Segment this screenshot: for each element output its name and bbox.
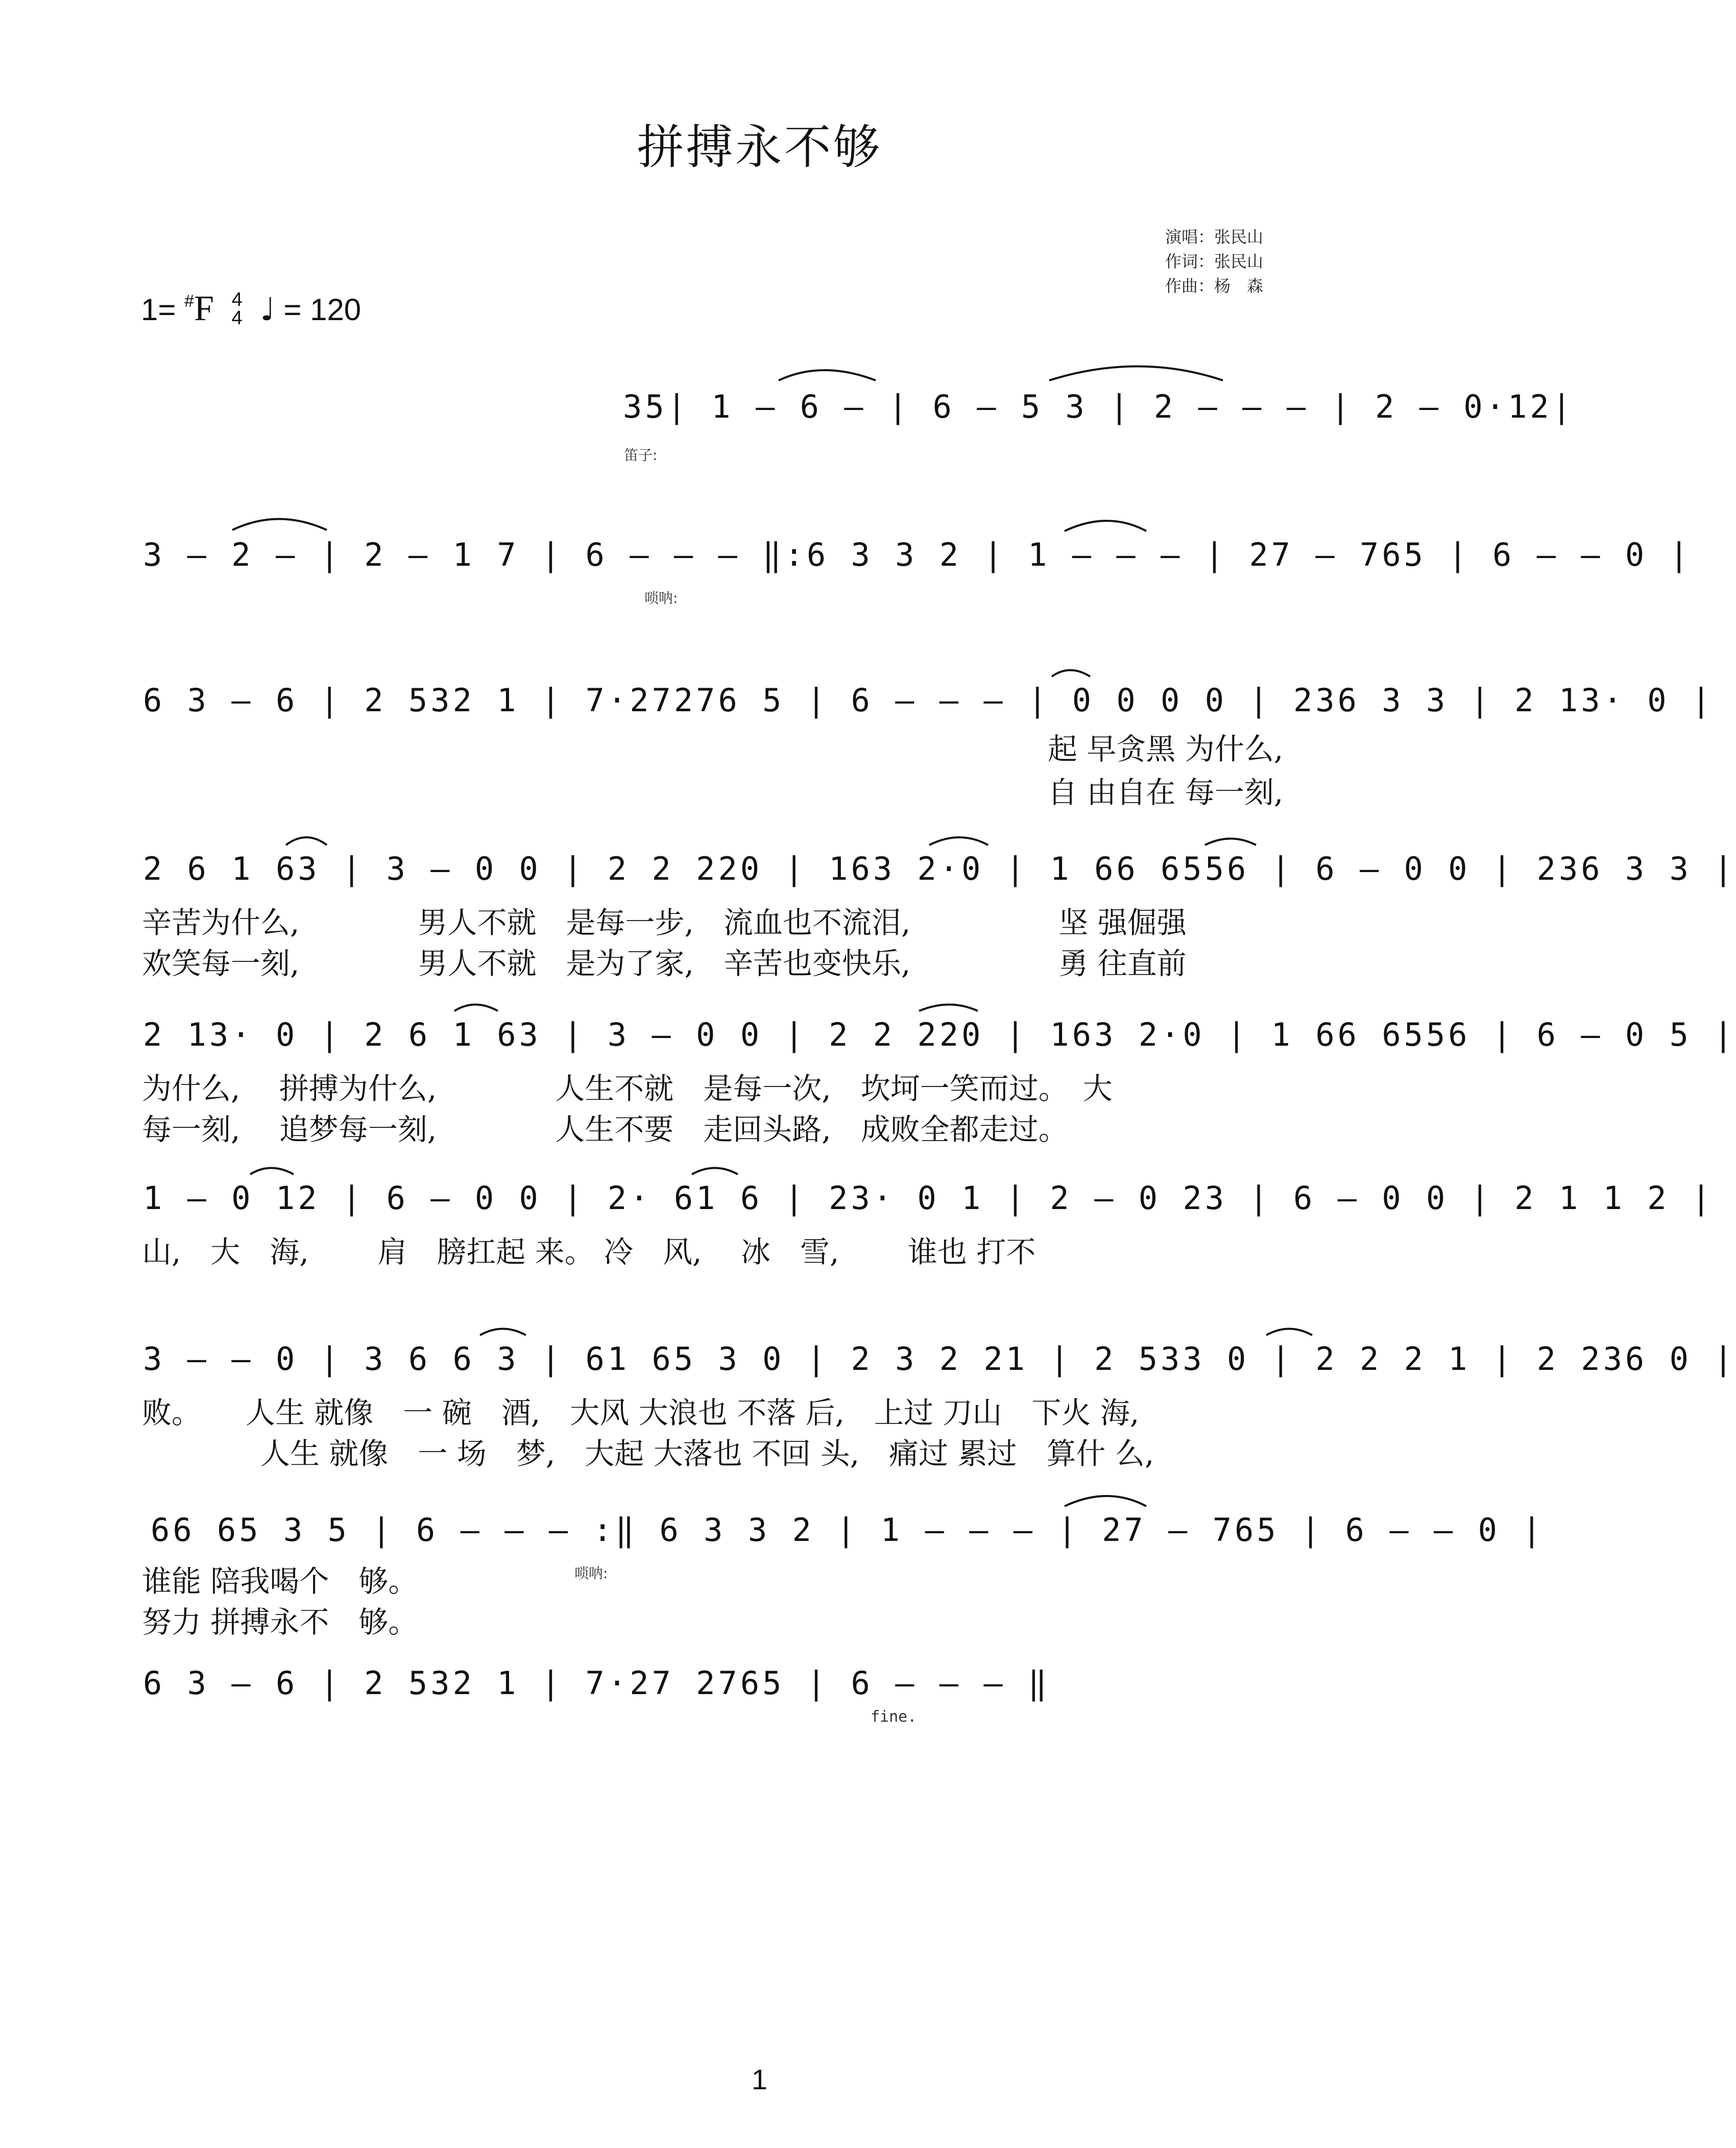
system-3-lyric-1: 起 早贪黑 为什么, [1048, 732, 1284, 766]
song-title: 拼搏永不够 [637, 120, 882, 175]
time-top: 4 [231, 289, 243, 311]
credit-lyricist: 作词：张民山 [1165, 252, 1264, 271]
system-2-instrument: 唢呐: [644, 590, 678, 607]
slur-12 [692, 1168, 738, 1175]
system-8-lyric-2: 努力 拼搏永不 够。 [142, 1605, 418, 1639]
slur-15 [1065, 1496, 1146, 1506]
system-8-lyric-1: 谁能 陪我喝个 够。 [142, 1564, 418, 1599]
slur-9 [454, 1005, 498, 1011]
credit-singer: 演唱：张民山 [1165, 227, 1264, 247]
system-1-notes: 35| 1 – 6 – | 6 – 5 3 | 2 – – – | 2 – 0·12| [623, 388, 1575, 425]
quarter-note-icon: ♩ [260, 291, 275, 328]
time-bottom: 4 [231, 307, 243, 329]
system-7-lyric-1: 败。 人生 就像 一 碗 酒, 大风 大浪也 不落 后, 上过 刀山 下火 海, [142, 1395, 1140, 1430]
slur-7 [929, 837, 988, 845]
slur-11 [250, 1168, 294, 1175]
system-5-notes: 2 13· 0 | 2 6 1 63 | 3 – 0 0 | 2 2 220 | 163 2·0 | 1 66 6556 | 6 – 0 5 | [143, 1016, 1736, 1053]
key-prefix: 1= [141, 293, 176, 327]
slur-8 [1205, 839, 1256, 846]
slur-6 [286, 837, 327, 845]
system-5-lyric-1: 为什么, 拼搏为什么, 人生不就 是每一次, 坎坷一笑而过。 大 [142, 1071, 1113, 1106]
system-3-lyric-2: 自 由自在 每一刻, [1048, 775, 1284, 810]
system-9-notes: 6 3 – 6 | 2 532 1 | 7·27 2765 | 6 – – – ‖ [143, 1664, 1050, 1702]
slur-2 [1049, 367, 1223, 381]
slur-4 [1065, 521, 1146, 531]
system-5-lyric-2: 每一刻, 追梦每一刻, 人生不要 走回头路, 成败全都走过。 [142, 1112, 1068, 1147]
credit-composer: 作曲：杨 森 [1165, 276, 1264, 296]
sharp-symbol: # [184, 292, 195, 311]
slur-14 [1266, 1329, 1312, 1336]
system-4-lyric-2: 欢笑每一刻, 男人不就 是为了家, 辛苦也变快乐, 勇 往直前 [142, 946, 1187, 981]
system-2-notes: 3 – 2 – | 2 – 1 7 | 6 – – – ‖:6 3 3 2 | 1 – – – | 27 – 765 | 6 – – 0 | [143, 536, 1692, 573]
system-8-notes: 66 65 3 5 | 6 – – – :‖ 6 3 3 2 | 1 – – – | 27 – 765 | 6 – – 0 | [151, 1511, 1545, 1549]
system-6-lyric-1: 山, 大 海, 肩 膀扛起 来。 冷 风, 冰 雪, 谁也 打不 [142, 1235, 1036, 1269]
system-4-notes: 2 6 1 63 | 3 – 0 0 | 2 2 220 | 163 2·0 | 1 66 6556 | 6 – 0 0 | 236 3 3 | [143, 850, 1736, 887]
tempo-value: = 120 [283, 293, 361, 327]
system-8-instrument: 唢呐: [574, 1565, 608, 1582]
system-1-instrument: 笛子: [624, 447, 658, 464]
slur-5 [1052, 670, 1090, 677]
system-7-lyric-2: 人生 就像 一 场 梦, 大起 大落也 不回 头, 痛过 累过 算什 么, [142, 1436, 1154, 1471]
slur-3 [232, 519, 327, 530]
slur-10 [919, 1005, 978, 1011]
key-letter: F [194, 289, 214, 328]
slur-1 [779, 370, 876, 380]
system-6-notes: 1 – 0 12 | 6 – 0 0 | 2· 61 6 | 23· 0 1 | 2 – 0 23 | 6 – 0 0 | 2 1 1 2 | [143, 1179, 1714, 1217]
system-4-lyric-1: 辛苦为什么, 男人不就 是每一步, 流血也不流泪, 坚 强倔强 [142, 905, 1187, 940]
system-3-notes: 6 3 – 6 | 2 532 1 | 7·27276 5 | 6 – – – | 0 0 0 0 | 236 3 3 | 2 13· 0 | [143, 682, 1714, 719]
system-7-notes: 3 – – 0 | 3 6 6 3 | 61 65 3 0 | 2 3 2 21 | 2 533 0 | 2 2 2 1 | 2 236 0 | [143, 1340, 1736, 1378]
page-number: 1 [751, 2063, 768, 2095]
slur-13 [480, 1329, 526, 1336]
fine-mark: fine. [871, 1708, 917, 1726]
